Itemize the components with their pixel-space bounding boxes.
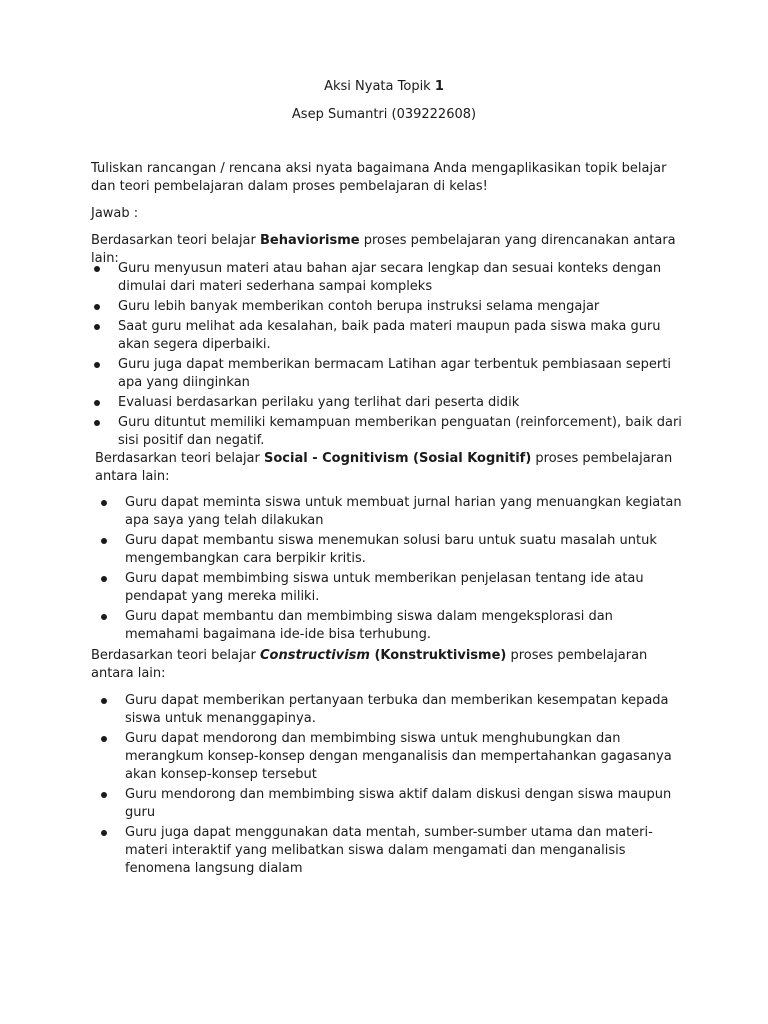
section-intro-post: proses pembelajaran yang direncanakan antara lain: bbox=[91, 233, 676, 266]
constructivism-list bbox=[98, 692, 683, 880]
list-item: Guru dituntut memiliki kemampuan memberikan penguatan (reinforcement), baik dari sisi positif dan negatif. bbox=[91, 414, 691, 450]
theory-name: Social - Cognitivism (Sosial Kognitif) bbox=[264, 451, 532, 466]
list-item: Guru menyusun materi atau bahan ajar secara lengkap dan sesuai konteks dengan dimulai dari materi sederhana sampai kompleks bbox=[91, 260, 691, 296]
theory-name: Behaviorisme bbox=[260, 233, 360, 248]
list-item: Guru dapat mendorong dan membimbing siswa untuk menghubungkan dan merangkum konsep-konsep dengan menganalisis dan mempertahankan gagasanya akan konsep-konsep tersebut bbox=[98, 730, 683, 784]
document-title bbox=[0, 78, 768, 96]
list-item: Guru dapat memberikan pertanyaan terbuka dan memberikan kesempatan kepada siswa untuk menanggapinya. bbox=[98, 692, 683, 728]
list-item: Saat guru melihat ada kesalahan, baik pada materi maupun pada siswa maka guru akan segera diperbaiki. bbox=[91, 318, 691, 354]
theory-name: Constructivism bbox=[260, 648, 370, 663]
section-intro-pre: Berdasarkan teori belajar bbox=[95, 451, 264, 466]
theory-name-suffix: (Konstruktivisme) bbox=[369, 648, 507, 663]
section-intro-pre: Berdasarkan teori belajar bbox=[91, 648, 260, 663]
list-item: Guru dapat membantu siswa menemukan solusi baru untuk suatu masalah untuk mengembangkan cara berpikir kritis. bbox=[98, 532, 683, 568]
title-number: 1 bbox=[434, 79, 444, 94]
list-item: Guru juga dapat menggunakan data mentah, sumber-sumber utama dan materi-materi interaktif yang melibatkan siswa dalam mengamati dan menganalisis fenomena langsung dialam bbox=[98, 824, 683, 878]
section-intro-post: proses pembelajaran antara lain: bbox=[91, 648, 648, 681]
list-item: Guru lebih banyak memberikan contoh berupa instruksi selama mengajar bbox=[91, 298, 691, 316]
social-cognitivism-list bbox=[98, 494, 683, 646]
section-intro-post: proses pembelajaran antara lain: bbox=[95, 451, 673, 484]
section-intro-social-cognitivism bbox=[95, 450, 680, 486]
section-intro-constructivism bbox=[91, 647, 676, 683]
answer-label: Jawab : bbox=[91, 206, 139, 221]
author-line: Asep Sumantri (039222608) bbox=[291, 107, 477, 122]
question-text: Tuliskan rancangan / rencana aksi nyata bagaimana Anda mengaplikasikan topik belajar dan teori pembelajaran dalam proses pembelajaran di kelas! bbox=[91, 161, 667, 194]
list-item: Guru dapat membimbing siswa untuk memberikan penjelasan tentang ide atau pendapat yang mereka miliki. bbox=[98, 570, 683, 606]
list-item: Guru dapat meminta siswa untuk membuat jurnal harian yang menuangkan kegiatan apa saya yang telah dilakukan bbox=[98, 494, 683, 530]
section-intro-pre: Berdasarkan teori belajar bbox=[91, 233, 260, 248]
list-item: Guru dapat membantu dan membimbing siswa dalam mengeksplorasi dan memahami bagaimana ide-ide bisa terhubung. bbox=[98, 608, 683, 644]
list-item: Evaluasi berdasarkan perilaku yang terlihat dari peserta didik bbox=[91, 394, 691, 412]
list-item: Guru mendorong dan membimbing siswa aktif dalam diskusi dengan siswa maupun guru bbox=[98, 786, 683, 822]
title-text: Aksi Nyata Topik bbox=[324, 79, 435, 94]
list-item: Guru juga dapat memberikan bermacam Latihan agar terbentuk pembiasaan seperti apa yang diinginkan bbox=[91, 356, 691, 392]
behaviorism-list bbox=[91, 260, 691, 452]
